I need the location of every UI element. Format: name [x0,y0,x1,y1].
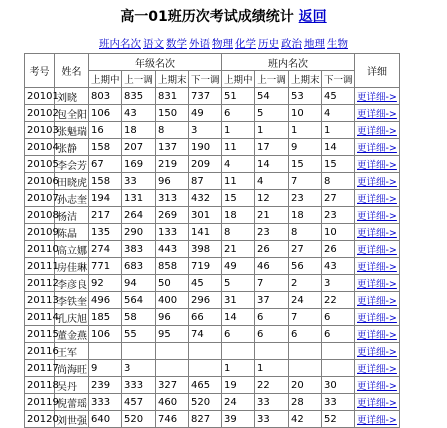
table-row [25,122,400,139]
subject-link[interactable]: 生物 [327,38,348,50]
grade-rank-cell: 33 [122,173,156,190]
detail-link[interactable]: 更详细-> [357,279,397,290]
table-row [25,258,400,275]
class-rank-cell: 7 [289,309,322,326]
subject-link[interactable]: 数学 [166,38,187,50]
grade-rank-cell: 106 [89,326,122,343]
class-rank-cell: 3 [322,275,355,292]
score-table [24,53,400,428]
grade-rank-cell: 400 [156,292,189,309]
grade-rank-cell: 95 [156,326,189,343]
class-rank-cell: 20 [289,377,322,394]
grade-rank-cell: 313 [156,190,189,207]
detail-cell [355,411,400,428]
grade-subcol-header: 上一调 [122,71,156,88]
grade-rank-cell: 55 [122,326,156,343]
table-row [25,411,400,428]
detail-cell [355,292,400,309]
table-row [25,224,400,241]
class-rank-cell: 15 [222,190,255,207]
class-rank-cell: 21 [222,241,255,258]
grade-rank-cell: 217 [89,207,122,224]
class-rank-cell: 6 [322,309,355,326]
grade-rank-cell: 835 [122,88,156,105]
class-rank-cell: 23 [255,224,289,241]
grade-rank-cell: 737 [189,88,222,105]
class-rank-cell: 39 [222,411,255,428]
class-rank-cell: 53 [289,88,322,105]
class-rank-cell: 24 [222,394,255,411]
grade-rank-cell: 49 [189,105,222,122]
class-rank-cell: 6 [322,326,355,343]
class-rank-cell [322,343,355,360]
student-name-cell: 刘晓 [55,88,89,105]
student-id-cell: 20114 [25,309,55,326]
class-rank-cell: 30 [322,377,355,394]
class-rank-cell: 17 [255,139,289,156]
grade-rank-cell: 207 [122,139,156,156]
class-rank-cell [222,343,255,360]
grade-rank-cell: 383 [122,241,156,258]
class-rank-cell: 15 [322,156,355,173]
class-rank-cell: 5 [255,105,289,122]
class-rank-cell: 19 [222,377,255,394]
student-id-cell: 20106 [25,173,55,190]
grade-rank-cell: 831 [156,88,189,105]
grade-rank-cell [189,343,222,360]
class-rank-cell: 24 [289,292,322,309]
class-rank-cell: 14 [322,139,355,156]
grade-rank-cell: 333 [122,377,156,394]
grade-rank-cell: 18 [122,122,156,139]
class-rank-cell: 49 [222,258,255,275]
subject-link[interactable]: 政治 [281,38,302,50]
class-subcol-header: 上期中 [222,71,255,88]
grade-rank-cell: 43 [122,105,156,122]
student-name-cell: 吴丹 [55,377,89,394]
detail-cell [355,88,400,105]
detail-cell [355,241,400,258]
grade-rank-cell: 443 [156,241,189,258]
detail-link[interactable]: 更详细-> [357,398,397,409]
student-id-cell: 20113 [25,292,55,309]
detail-link[interactable]: 更详细-> [357,347,397,358]
detail-cell [355,105,400,122]
class-rank-cell: 4 [322,105,355,122]
table-row [25,156,400,173]
detail-cell [355,394,400,411]
detail-cell [355,360,400,377]
detail-link[interactable]: 更详细-> [357,296,397,307]
class-rank-cell: 9 [289,139,322,156]
grade-rank-cell: 239 [89,377,122,394]
detail-cell [355,122,400,139]
class-rank-cell: 18 [222,207,255,224]
class-rank-cell: 6 [289,326,322,343]
table-row [25,275,400,292]
grade-rank-cell: 290 [122,224,156,241]
grade-rank-cell: 301 [189,207,222,224]
grade-rank-cell: 564 [122,292,156,309]
grade-rank-cell: 209 [189,156,222,173]
grade-rank-cell: 141 [189,224,222,241]
student-name-cell: 陈晶 [55,224,89,241]
class-rank-cell: 56 [289,258,322,275]
student-name-cell: 房佳琳 [55,258,89,275]
grade-rank-cell: 45 [189,275,222,292]
subject-nav [0,36,447,50]
table-row [25,241,400,258]
grade-subcol-header: 上期中 [89,71,122,88]
student-name-cell: 孙志奎 [55,190,89,207]
class-rank-cell: 1 [222,122,255,139]
class-rank-cell: 1 [222,360,255,377]
table-row [25,173,400,190]
table-row [25,207,400,224]
student-name-cell: 孔庆旭 [55,309,89,326]
class-rank-cell: 22 [255,377,289,394]
class-rank-cell: 22 [322,292,355,309]
class-rank-cell: 33 [322,394,355,411]
class-rank-cell: 6 [255,326,289,343]
detail-cell [355,207,400,224]
grade-rank-cell: 150 [156,105,189,122]
class-rank-cell: 43 [322,258,355,275]
grade-rank-cell: 3 [122,360,156,377]
detail-cell [355,224,400,241]
class-rank-cell: 6 [255,309,289,326]
student-name-cell: 董金燕 [55,326,89,343]
grade-rank-cell: 432 [189,190,222,207]
grade-rank-cell: 9 [89,360,122,377]
class-rank-cell: 33 [255,411,289,428]
class-rank-cell: 14 [255,156,289,173]
grade-rank-cell: 158 [89,173,122,190]
detail-cell [355,258,400,275]
class-rank-cell: 37 [255,292,289,309]
class-rank-header: 班内名次 [222,54,355,71]
detail-link[interactable]: 更详细-> [357,109,397,120]
class-rank-cell: 10 [322,224,355,241]
class-rank-cell: 1 [289,122,322,139]
detail-link[interactable]: 更详细-> [357,211,397,222]
student-name-cell: 包全阳 [55,105,89,122]
class-rank-cell: 51 [222,88,255,105]
student-name-cell: 王军 [55,343,89,360]
grade-rank-cell: 96 [156,309,189,326]
grade-subcol-header: 下一调 [189,71,222,88]
student-id-cell: 20102 [25,105,55,122]
grade-rank-cell: 3 [189,122,222,139]
class-rank-cell: 2 [289,275,322,292]
table-row [25,309,400,326]
grade-rank-cell: 269 [156,207,189,224]
col-id-header: 考号 [25,54,55,88]
student-id-cell: 20104 [25,139,55,156]
grade-rank-cell: 67 [89,156,122,173]
class-rank-cell: 23 [322,207,355,224]
class-rank-cell: 26 [255,241,289,258]
table-row [25,360,400,377]
table-row [25,139,400,156]
student-name-cell: 倪蕾瑶 [55,394,89,411]
class-rank-cell: 1 [255,360,289,377]
class-rank-cell: 28 [289,394,322,411]
table-row [25,377,400,394]
student-name-cell: 尚海旺 [55,360,89,377]
class-rank-cell: 46 [255,258,289,275]
grade-rank-cell: 106 [89,105,122,122]
subject-link[interactable]: 语文 [143,38,164,50]
detail-link[interactable]: 更详细-> [357,381,397,392]
detail-link[interactable]: 更详细-> [357,126,397,137]
detail-link[interactable]: 更详细-> [357,143,397,154]
class-subcol-header: 下一调 [322,71,355,88]
student-name-cell: 张魁瑞 [55,122,89,139]
student-id-cell: 20118 [25,377,55,394]
grade-rank-cell: 169 [122,156,156,173]
detail-link[interactable]: 更详细-> [357,160,397,171]
grade-rank-cell: 190 [189,139,222,156]
grade-rank-cell: 719 [189,258,222,275]
class-rank-cell: 33 [255,394,289,411]
class-rank-cell: 8 [322,173,355,190]
grade-rank-cell: 185 [89,309,122,326]
class-rank-cell: 12 [255,190,289,207]
detail-cell [355,343,400,360]
table-row [25,343,400,360]
grade-rank-cell: 457 [122,394,156,411]
grade-rank-cell: 460 [156,394,189,411]
class-rank-cell: 11 [222,173,255,190]
class-rank-cell: 8 [222,224,255,241]
detail-cell [355,377,400,394]
student-name-cell: 张静 [55,139,89,156]
class-rank-cell: 54 [255,88,289,105]
grade-rank-cell: 87 [189,173,222,190]
detail-link[interactable]: 更详细-> [357,92,397,103]
grade-rank-cell: 137 [156,139,189,156]
grade-rank-cell: 465 [189,377,222,394]
grade-subcol-header: 上期末 [156,71,189,88]
student-name-cell: 李会芳 [55,156,89,173]
class-rank-cell: 45 [322,88,355,105]
grade-rank-cell: 74 [189,326,222,343]
table-row [25,292,400,309]
subject-link[interactable]: 物理 [212,38,233,50]
student-id-cell: 20116 [25,343,55,360]
class-rank-cell: 27 [289,241,322,258]
student-id-cell: 20109 [25,224,55,241]
grade-rank-cell: 640 [89,411,122,428]
class-rank-cell: 18 [289,207,322,224]
class-rank-cell: 5 [222,275,255,292]
grade-rank-cell: 771 [89,258,122,275]
detail-cell [355,139,400,156]
class-rank-cell: 26 [322,241,355,258]
student-id-cell: 20120 [25,411,55,428]
detail-link[interactable]: 更详细-> [357,228,397,239]
class-rank-cell: 14 [222,309,255,326]
detail-link[interactable]: 更详细-> [357,245,397,256]
grade-rank-cell [156,360,189,377]
detail-cell [355,309,400,326]
detail-link[interactable]: 更详细-> [357,313,397,324]
table-row [25,88,400,105]
grade-rank-cell: 131 [122,190,156,207]
grade-rank-cell: 158 [89,139,122,156]
grade-rank-cell: 496 [89,292,122,309]
class-rank-cell: 8 [289,224,322,241]
class-rank-cell: 7 [255,275,289,292]
back-link[interactable]: 返回 [298,9,327,25]
grade-rank-cell: 827 [189,411,222,428]
grade-rank-cell: 58 [122,309,156,326]
grade-rank-cell: 50 [156,275,189,292]
subject-link[interactable]: 班内名次 [99,38,141,50]
detail-cell [355,156,400,173]
grade-rank-cell: 92 [89,275,122,292]
student-id-cell: 20119 [25,394,55,411]
student-name-cell: 田晓虎 [55,173,89,190]
student-id-cell: 20108 [25,207,55,224]
class-rank-cell: 42 [289,411,322,428]
title-text: 高一01班历次考试成绩统计 [120,9,294,25]
detail-cell [355,173,400,190]
class-rank-cell: 1 [322,122,355,139]
student-id-cell: 20103 [25,122,55,139]
grade-rank-cell: 96 [156,173,189,190]
grade-rank-cell: 194 [89,190,122,207]
page-title [0,6,447,26]
grade-rank-cell: 520 [189,394,222,411]
grade-rank-cell: 333 [89,394,122,411]
student-name-cell: 刘世强 [55,411,89,428]
student-name-cell: 杨洁 [55,207,89,224]
subject-link[interactable]: 外语 [189,38,210,50]
grade-rank-cell: 94 [122,275,156,292]
grade-rank-header: 年级名次 [89,54,222,71]
class-rank-cell: 1 [255,122,289,139]
student-id-cell: 20111 [25,258,55,275]
student-name-cell: 高立娜 [55,241,89,258]
subject-link[interactable]: 化学 [235,38,256,50]
student-id-cell: 20112 [25,275,55,292]
class-rank-cell: 21 [255,207,289,224]
detail-cell [355,190,400,207]
class-rank-cell: 31 [222,292,255,309]
grade-rank-cell: 746 [156,411,189,428]
table-row [25,326,400,343]
class-rank-cell [322,360,355,377]
detail-link[interactable]: 更详细-> [357,194,397,205]
grade-rank-cell: 683 [122,258,156,275]
grade-rank-cell: 16 [89,122,122,139]
class-rank-cell [255,343,289,360]
detail-link[interactable]: 更详细-> [357,330,397,341]
class-rank-cell: 11 [222,139,255,156]
class-rank-cell [289,360,322,377]
grade-rank-cell: 133 [156,224,189,241]
table-row [25,105,400,122]
grade-rank-cell: 274 [89,241,122,258]
class-rank-cell: 6 [222,105,255,122]
grade-rank-cell [156,343,189,360]
grade-rank-cell: 8 [156,122,189,139]
grade-rank-cell: 803 [89,88,122,105]
grade-rank-cell: 135 [89,224,122,241]
student-id-cell: 20110 [25,241,55,258]
class-rank-cell: 4 [255,173,289,190]
class-rank-cell: 6 [222,326,255,343]
student-name-cell: 李铁奎 [55,292,89,309]
class-subcol-header: 上期末 [289,71,322,88]
col-detail-header: 详细 [355,54,400,88]
subject-link[interactable]: 地理 [304,38,325,50]
class-rank-cell: 15 [289,156,322,173]
student-id-cell: 20107 [25,190,55,207]
detail-cell [355,275,400,292]
class-rank-cell: 27 [322,190,355,207]
grade-rank-cell [89,343,122,360]
grade-rank-cell: 520 [122,411,156,428]
grade-rank-cell: 296 [189,292,222,309]
detail-link[interactable]: 更详细-> [357,415,397,426]
class-rank-cell: 7 [289,173,322,190]
class-rank-cell: 4 [222,156,255,173]
grade-rank-cell [189,360,222,377]
student-name-cell: 李彦良 [55,275,89,292]
header-row-1 [25,54,400,71]
grade-rank-cell [122,343,156,360]
col-name-header: 姓名 [55,54,89,88]
student-id-cell: 20105 [25,156,55,173]
student-id-cell: 20117 [25,360,55,377]
class-subcol-header: 上一调 [255,71,289,88]
student-id-cell: 20101 [25,88,55,105]
detail-link[interactable]: 更详细-> [357,262,397,273]
detail-link[interactable]: 更详细-> [357,364,397,375]
grade-rank-cell: 327 [156,377,189,394]
detail-link[interactable]: 更详细-> [357,177,397,188]
student-id-cell: 20115 [25,326,55,343]
detail-cell [355,326,400,343]
subject-link[interactable]: 历史 [258,38,279,50]
class-rank-cell: 10 [289,105,322,122]
class-rank-cell: 23 [289,190,322,207]
grade-rank-cell: 219 [156,156,189,173]
grade-rank-cell: 398 [189,241,222,258]
class-rank-cell: 52 [322,411,355,428]
table-row [25,190,400,207]
grade-rank-cell: 858 [156,258,189,275]
grade-rank-cell: 66 [189,309,222,326]
grade-rank-cell: 264 [122,207,156,224]
table-row [25,394,400,411]
class-rank-cell [289,343,322,360]
